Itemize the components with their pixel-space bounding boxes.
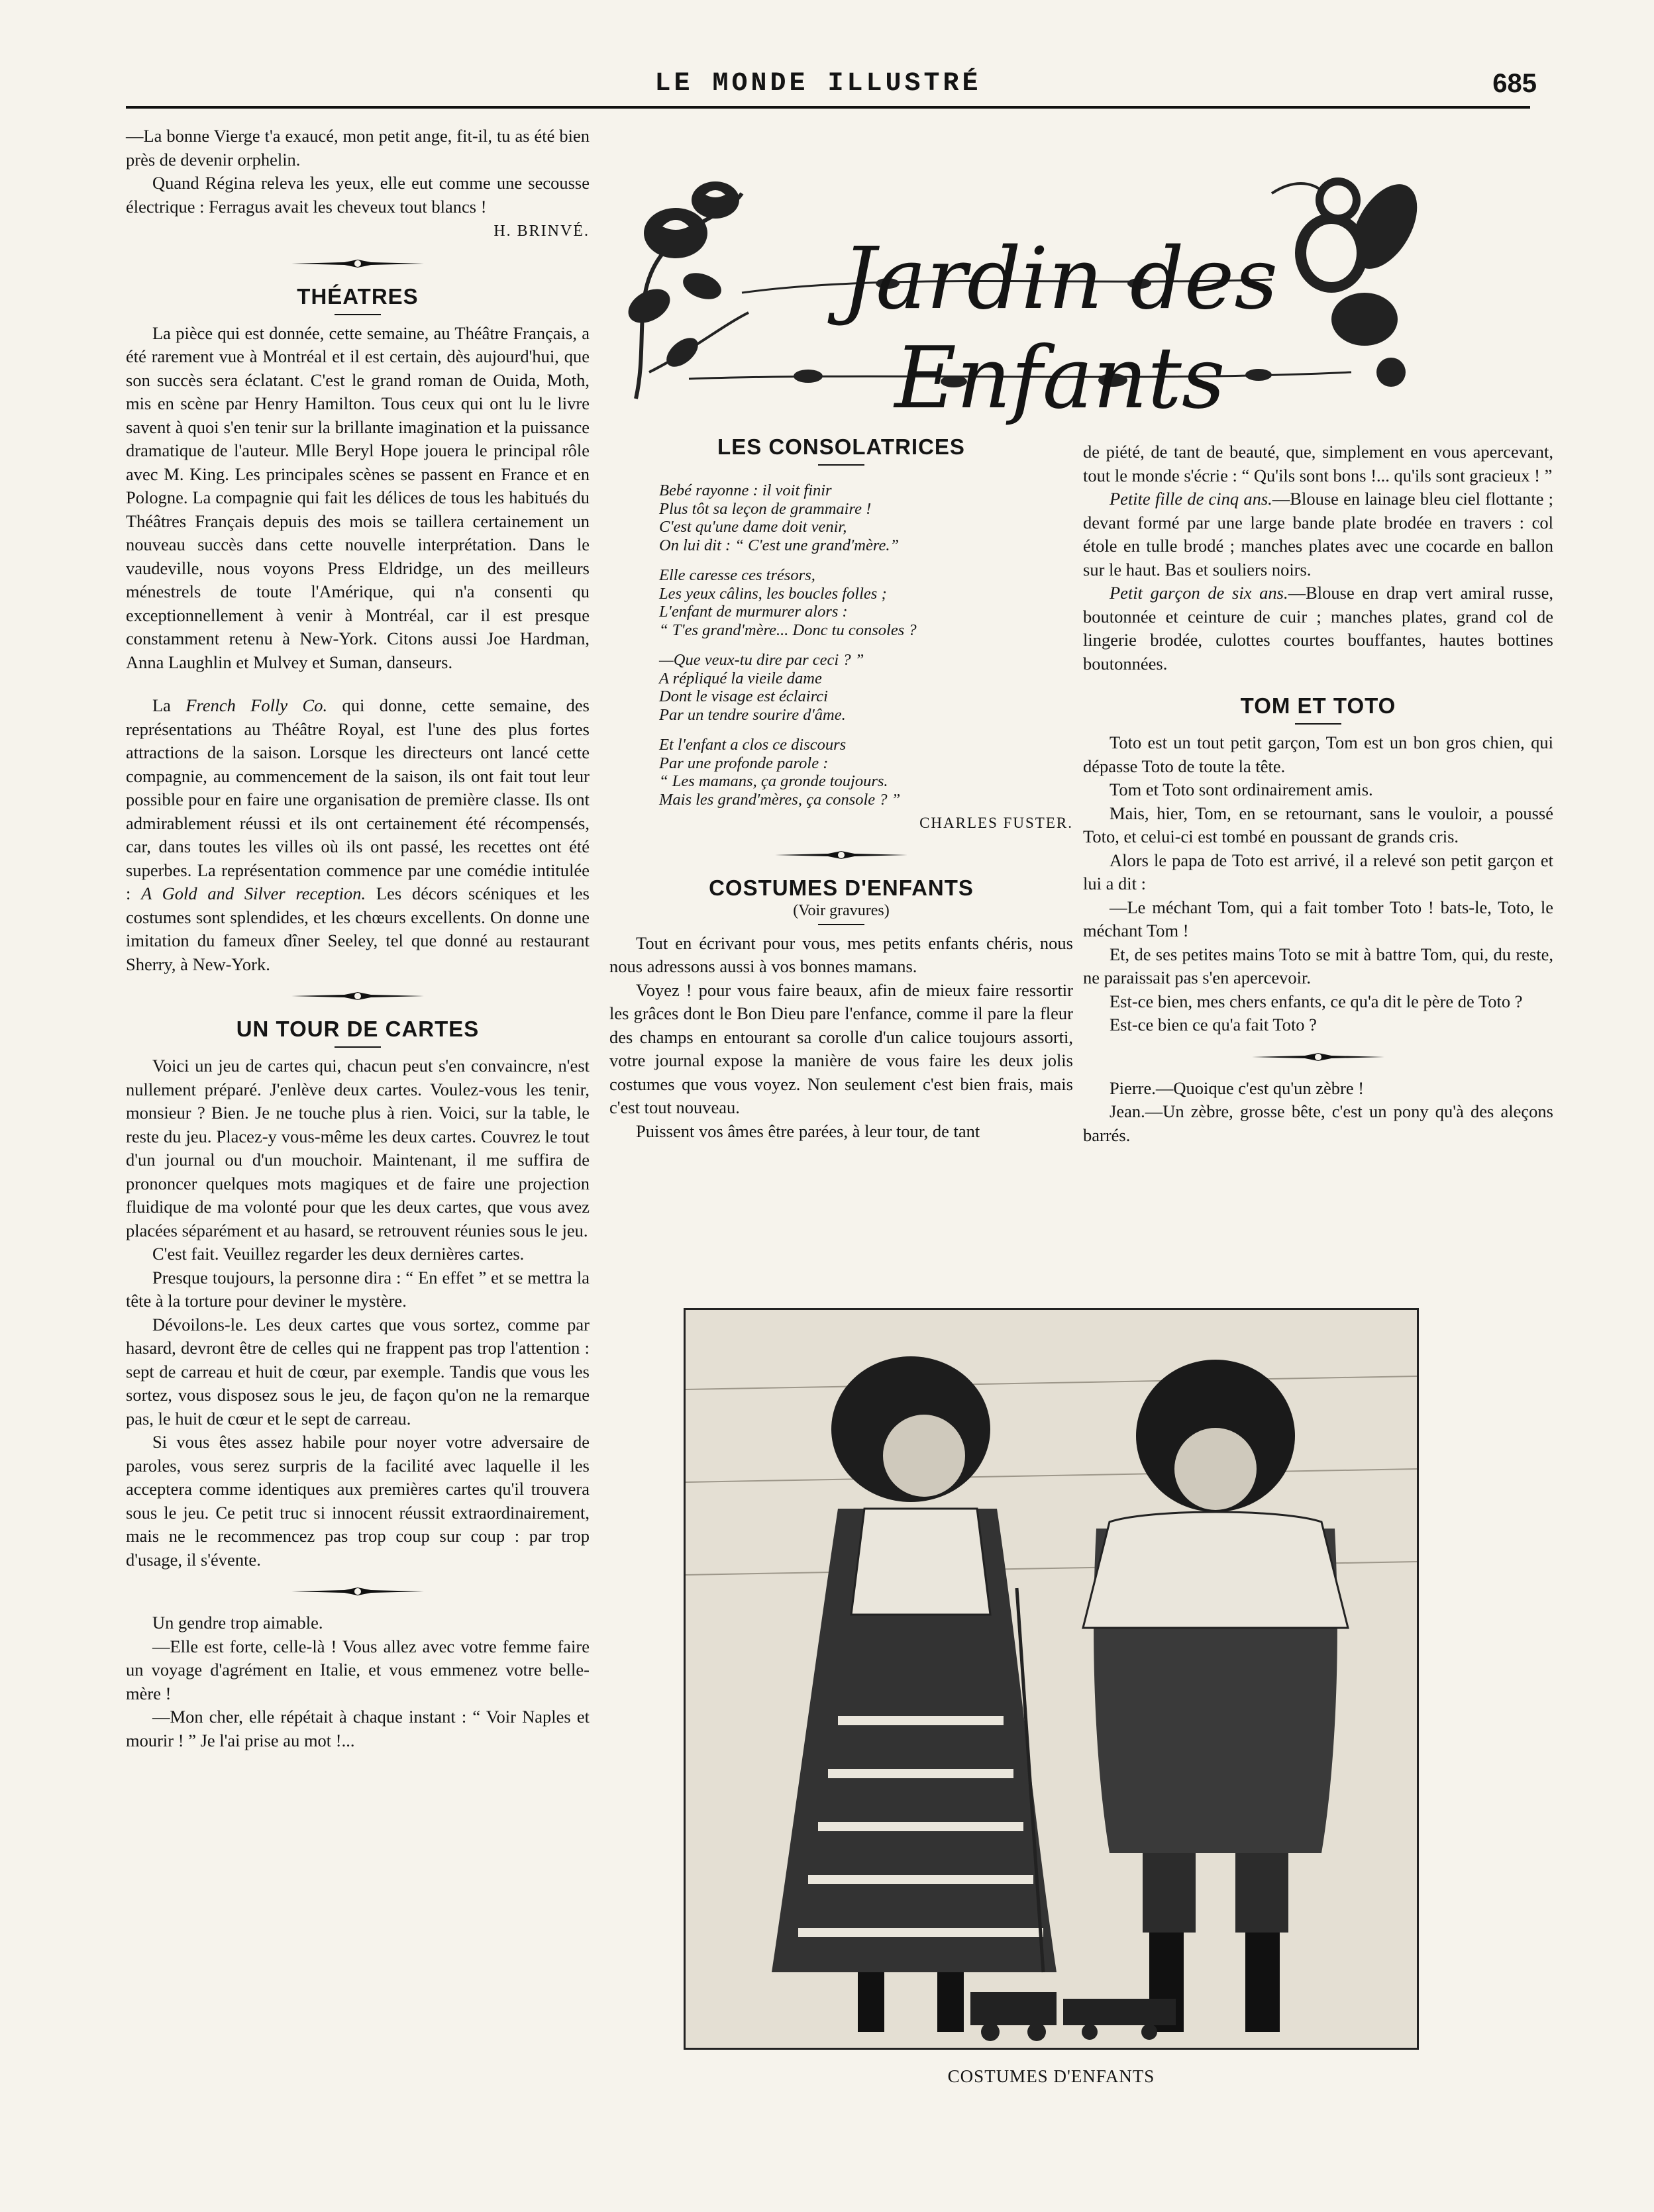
poem-stanza-3: —Que veux-tu dire par ceci ? ” A répliqué la vieile dame Dont le visage est éclairci Par un tendre sourire d'âme. xyxy=(659,651,864,724)
story-ending-1: —La bonne Vierge t'a exaucé, mon petit ange, fit-il, tu as été bien près de devenir orphelin. xyxy=(126,126,590,170)
play-title: A Gold and Silver reception. xyxy=(141,883,366,903)
heading-rule xyxy=(1295,723,1341,725)
tom-paragraph-8: Est-ce bien ce qu'a fait Toto ? xyxy=(1110,1015,1317,1034)
ornament-divider xyxy=(1252,1052,1384,1062)
ornament-divider xyxy=(775,850,907,860)
cartes-paragraph-1: Voici un jeu de cartes qui, chacun peut s'en convaincre, n'est nullement préparé. J'enlève deux cartes. Voulez-vous les tenir, monsieur ? Bien. Je ne touche plus à rien. Voici, sur la table, le reste du jeu. Placez-y vous-même les deux cartes. Couvrez le tout d'un journal ou d'un mouchoir. Maintenant, il me suffira de prononcer quelques mots magiques et de faire une projection fluidique de ma volonté pour que les deux cartes, que vous avez placées séparément et au hasard, se retrouvent réunies sous le jeu. xyxy=(126,1056,590,1240)
story-ending-2: Quand Régina releva les yeux, elle eut comme une secousse électrique : Ferragus avait les cheveux tout blancs ! xyxy=(126,173,590,217)
tom-paragraph-6: Et, de ses petites mains Toto se mit à battre Tom, qui, du reste, ne paraissait pas s'en apercevoir. xyxy=(1083,944,1553,987)
gendre-line-2: —Mon cher, elle répétait à chaque instant : “ Voir Naples et mourir ! ” Je l'ai prise au mot !... xyxy=(126,1707,590,1750)
tom-paragraph-2: Tom et Toto sont ordinairement amis. xyxy=(1110,779,1373,799)
tom-toto-heading: TOM ET TOTO xyxy=(1240,693,1396,718)
cartes-paragraph-5: Si vous êtes assez habile pour noyer votre adversaire de paroles, vous serez surpris de la facilité avec laquelle il les acceptera comme identiques aux premières cartes qu'il trouvera sous le jeu. Ce petit truc si innocent réussit extraordinairement, mais ne le recommencez pas trop coup sur coup : par trop d'usage, il s'évente. xyxy=(126,1432,590,1570)
costumes-subheading: (Voir gravures) xyxy=(793,901,890,919)
costumes-heading: COSTUMES D'ENFANTS xyxy=(709,875,974,900)
heading-rule xyxy=(818,924,864,925)
cartes-heading: UN TOUR DE CARTES xyxy=(236,1017,480,1041)
ornament-divider xyxy=(291,991,424,1001)
illustration-caption: COSTUMES D'ENFANTS xyxy=(947,2066,1155,2086)
costume-boy-label: Petit garçon de six ans. xyxy=(1110,583,1288,603)
costumes-paragraph-1: Tout en écrivant pour vous, mes petits enfants chéris, nous nous adressons aussi à vos bonnes mamans. xyxy=(609,932,1073,976)
banner-title: Jardin des Enfants xyxy=(841,230,1278,428)
costumes-paragraph-3: Puissent vos âmes être parées, à leur tour, de tant xyxy=(636,1121,980,1141)
story-signature: H. BRINVÉ. xyxy=(493,223,590,240)
costume-boy: Petit garçon de six ans.—Blouse en drap vert amiral russe, boutonnée et ceinture de cuir ; manches plates, grand col de lingerie brodée, culottes courtes bouffantes, hautes bottines boutonnées. xyxy=(1083,583,1554,674)
poem xyxy=(609,481,1073,809)
poem-stanza-4: Et l'enfant a clos ce discours Par une profonde parole : “ Les mamans, ça gronde toujours. Mais les grand'mères, ça console ? ” xyxy=(659,736,901,809)
engraving-two-children xyxy=(686,1310,1417,2048)
zebre-line-1: Pierre.—Quoique c'est qu'un zèbre ! xyxy=(1110,1078,1365,1098)
tom-paragraph-4: Alors le papa de Toto est arrivé, il a relevé son petit garçon et lui a dit : xyxy=(1083,850,1553,893)
theatres-paragraph-2: La French Folly Co. qui donne, cette semaine, des représentations au Théâtre Royal, est l'une des plus fortes attractions de la saison. Lorsque les directeurs ont lancé cette compagnie, au commencement de la saison, ils ont fait tout leur possible pour en faire une organisation de première classe. Ils ont admirablement réussi et ils ont certainement été récompensés, car, dans toutes les villes où ils ont passé, les recettes ont été superbes. La représentation commence par une comédie intitulée : A Gold and Silver reception. Les décors scéniques et les costumes sont splendides, et les chœurs excellents. On donne une imitation du fameux dîner Seeley, tel que donné au restaurant Sherry, à New-York. xyxy=(126,695,590,974)
theatres-heading: THÉATRES xyxy=(297,283,419,309)
journal-title: LE MONDE ILLUSTRÉ xyxy=(654,69,982,99)
gendre-line-1: —Elle est forte, celle-là ! Vous allez avec votre femme faire un voyage d'agrément en Italie, et vous emmenez votre belle-mère ! xyxy=(126,1636,590,1703)
heading-rule xyxy=(335,314,381,315)
tom-paragraph-3: Mais, hier, Tom, en se retournant, sans le vouloir, a poussé Toto, et celui-ci est tombé en poussant de grands cris. xyxy=(1083,803,1553,846)
jardin-des-enfants-banner xyxy=(609,154,1418,428)
zebre-line-2: Jean.—Un zèbre, grosse bête, c'est un pony qu'à des aleçons barrés. xyxy=(1083,1101,1553,1145)
theatres-paragraph-1: La pièce qui est donnée, cette semaine, au Théâtre Français, a été rarement vue à Montréal et il est certain, dès aujourd'hui, que son succès sera éclatant. C'est le grand roman de Ouida, Moth, mis en scène par Henry Hamilton. Tous ceux qui ont lu le livre savent à quoi s'en tenir sur la brillante imagination et la puissance dramatique de l'auteur. Mlle Beryl Hope jouera le principal rôle avec M. King. Les principales scènes se passent en France et en Pologne. La compagnie qui fait les délices de tous les habitués du Théâtres Français depuis des mois se taillera certainement un nouveau succès dans cette nouvelle interprétation. Dans le vaudeville, nous voyons Press Eldridge, un des meilleurs ménestrels de toute l'Amérique, qui n'a consenti qu exceptionnellement à venir à Montréal, car il est presque constamment retenu à New-York. Citons aussi Joe Hardman, Anna Laughlin et Mulvey et Suman, danseurs. xyxy=(126,323,590,672)
costume-girl: Petite fille de cinq ans.—Blouse en lainage bleu ciel flottante ; devant formé par une large bande plate brodée en travers : col étole en tulle brodé ; manches plates avec une cocarde en ballon sur le haut. Bas et souliers noirs. xyxy=(1083,489,1553,579)
poem-signature: CHARLES FUSTER. xyxy=(919,815,1073,831)
ornament-divider xyxy=(291,258,424,269)
tom-paragraph-1: Toto est un tout petit garçon, Tom est un bon gros chien, qui dépasse Toto de toute la tête. xyxy=(1083,732,1553,776)
gendre-title: Un gendre trop aimable. xyxy=(152,1613,323,1633)
heading-rule xyxy=(335,1046,381,1048)
cartes-paragraph-4: Dévoilons-le. Les deux cartes que vous sortez, comme par hasard, devront être de celles qui ne frappent pas trop l'attention : sept de carreau et huit de cœur, par exemple. Tandis que vous les sortez, vous disposez sous le jeu, de façon qu'on ne la remarque pas, le huit de cœur et le sept de carreau. xyxy=(126,1314,590,1429)
ornament-divider xyxy=(291,1586,424,1597)
heading-rule xyxy=(818,464,864,466)
poem-stanza-2: Elle caresse ces trésors, Les yeux câlins, les boucles folles ; L'enfant de murmurer alors : “ T'es grand'mère... Donc tu consoles ? xyxy=(659,566,917,639)
cartes-paragraph-2: C'est fait. Veuillez regarder les deux dernières cartes. xyxy=(152,1244,525,1264)
masthead-rule xyxy=(126,106,1530,109)
tom-paragraph-5: —Le méchant Tom, qui a fait tomber Toto ! bats-le, Toto, le méchant Tom ! xyxy=(1083,897,1553,940)
page-number: 685 xyxy=(1492,69,1537,98)
column-middle xyxy=(609,434,1073,1143)
costumes-continued: de piété, de tant de beauté, que, simplement en vous apercevant, tout le monde s'écrie : “ Qu'ils sont bons !... qu'ils sont gracieux ! ” xyxy=(1083,442,1553,485)
column-right xyxy=(1083,440,1553,1147)
consolatrices-heading: LES CONSOLATRICES xyxy=(717,434,965,459)
children-costumes-illustration xyxy=(684,1308,1419,2050)
poem-stanza-1: Bebé rayonne : il voit finir Plus tôt sa leçon de grammaire ! C'est qu'une dame doit venir, On lui dit : “ C'est une grand'mère.” xyxy=(659,481,900,554)
tom-paragraph-7: Est-ce bien, mes chers enfants, ce qu'a dit le père de Toto ? xyxy=(1110,991,1523,1011)
column-left xyxy=(126,125,590,1752)
company-name: French Folly Co. xyxy=(185,695,328,715)
costumes-paragraph-2: Voyez ! pour vous faire beaux, afin de mieux faire ressortir les grâces dont le Bon Dieu pare l'enfance, comme il pare la fleur des champs en entourant sa corolle d'un calice toujours assorti, votre journal expose la manière de vous faire les deux jolis costumes que vous voyez. Non seulement c'est bien frais, mais c'est tout nouveau. xyxy=(609,980,1073,1117)
costume-girl-label: Petite fille de cinq ans. xyxy=(1110,489,1272,509)
cartes-paragraph-3: Presque toujours, la personne dira : “ En effet ” et se mettra la tête à la torture pour deviner le mystère. xyxy=(126,1267,590,1311)
masthead xyxy=(126,69,1537,105)
